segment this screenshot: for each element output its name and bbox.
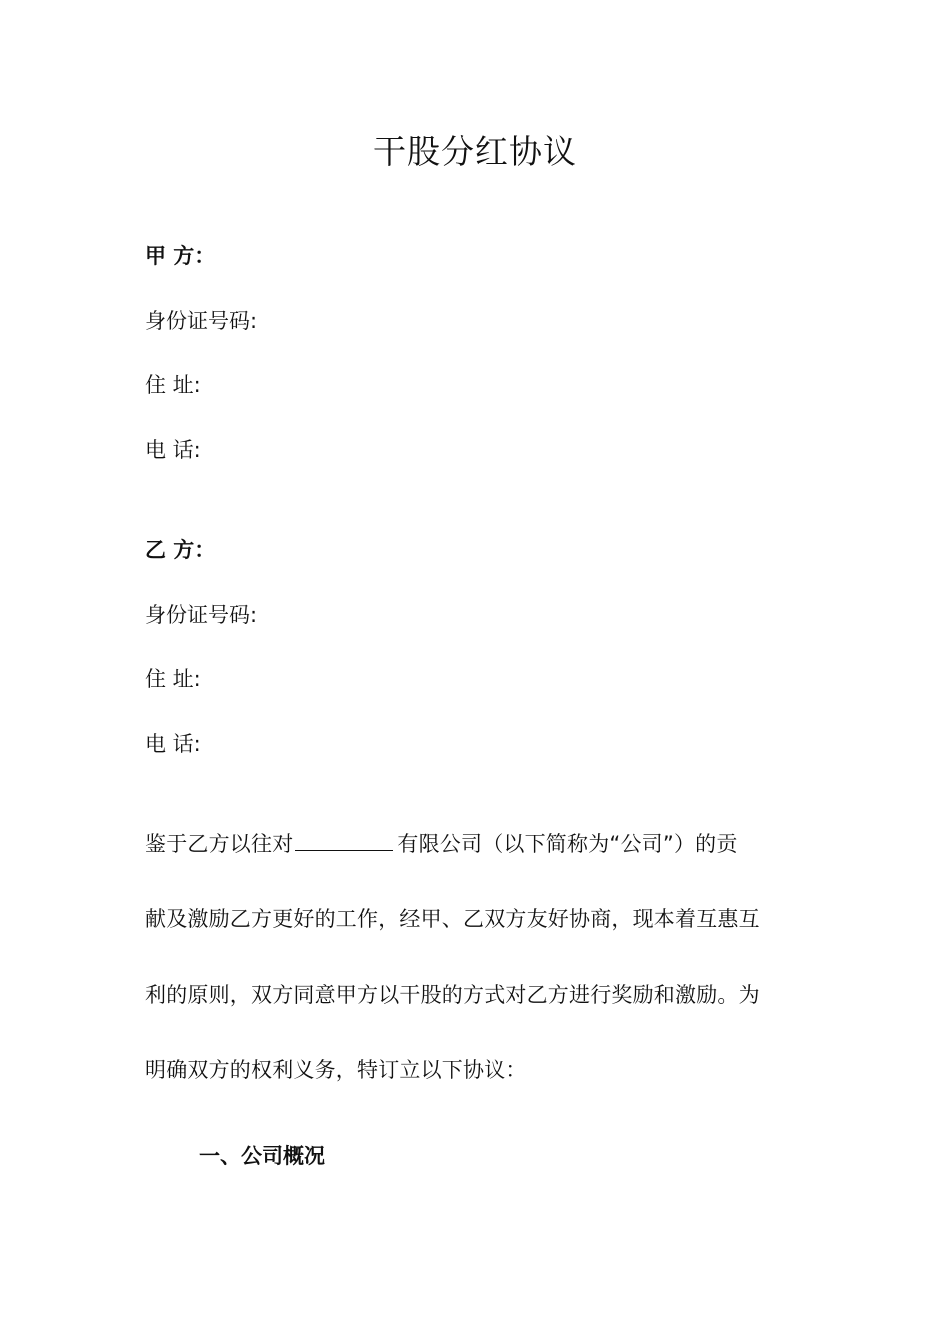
preamble-line-1 <box>145 830 738 858</box>
preamble-text-after-blank: 有限公司（以下简称为“公司”）的贡 <box>397 832 738 856</box>
preamble-line-2: 献及激励乙方更好的工作，经甲、乙双方友好协商，现本着互惠互 <box>145 907 760 931</box>
party-a-id-label: 身份证号码: <box>145 309 258 333</box>
company-name-blank <box>295 830 393 851</box>
party-a-phone-label: 电 话: <box>145 438 201 462</box>
party-b-address-label: 住 址: <box>145 667 201 691</box>
party-b-id-label: 身份证号码: <box>145 603 258 627</box>
party-b-phone-label: 电 话: <box>145 732 201 756</box>
preamble-line-3: 利的原则，双方同意甲方以干股的方式对乙方进行奖励和激励。为 <box>145 983 760 1007</box>
preamble-text-before-blank: 鉴于乙方以往对 <box>145 832 294 856</box>
party-b-label: 乙 方： <box>145 538 216 562</box>
section-heading: 一、公司概况 <box>199 1144 325 1168</box>
document-title: 干股分红协议 <box>373 132 577 171</box>
preamble-line-4: 明确双方的权利义务，特订立以下协议： <box>145 1058 527 1082</box>
party-a-label: 甲 方： <box>145 244 216 268</box>
party-a-address-label: 住 址: <box>145 373 201 397</box>
